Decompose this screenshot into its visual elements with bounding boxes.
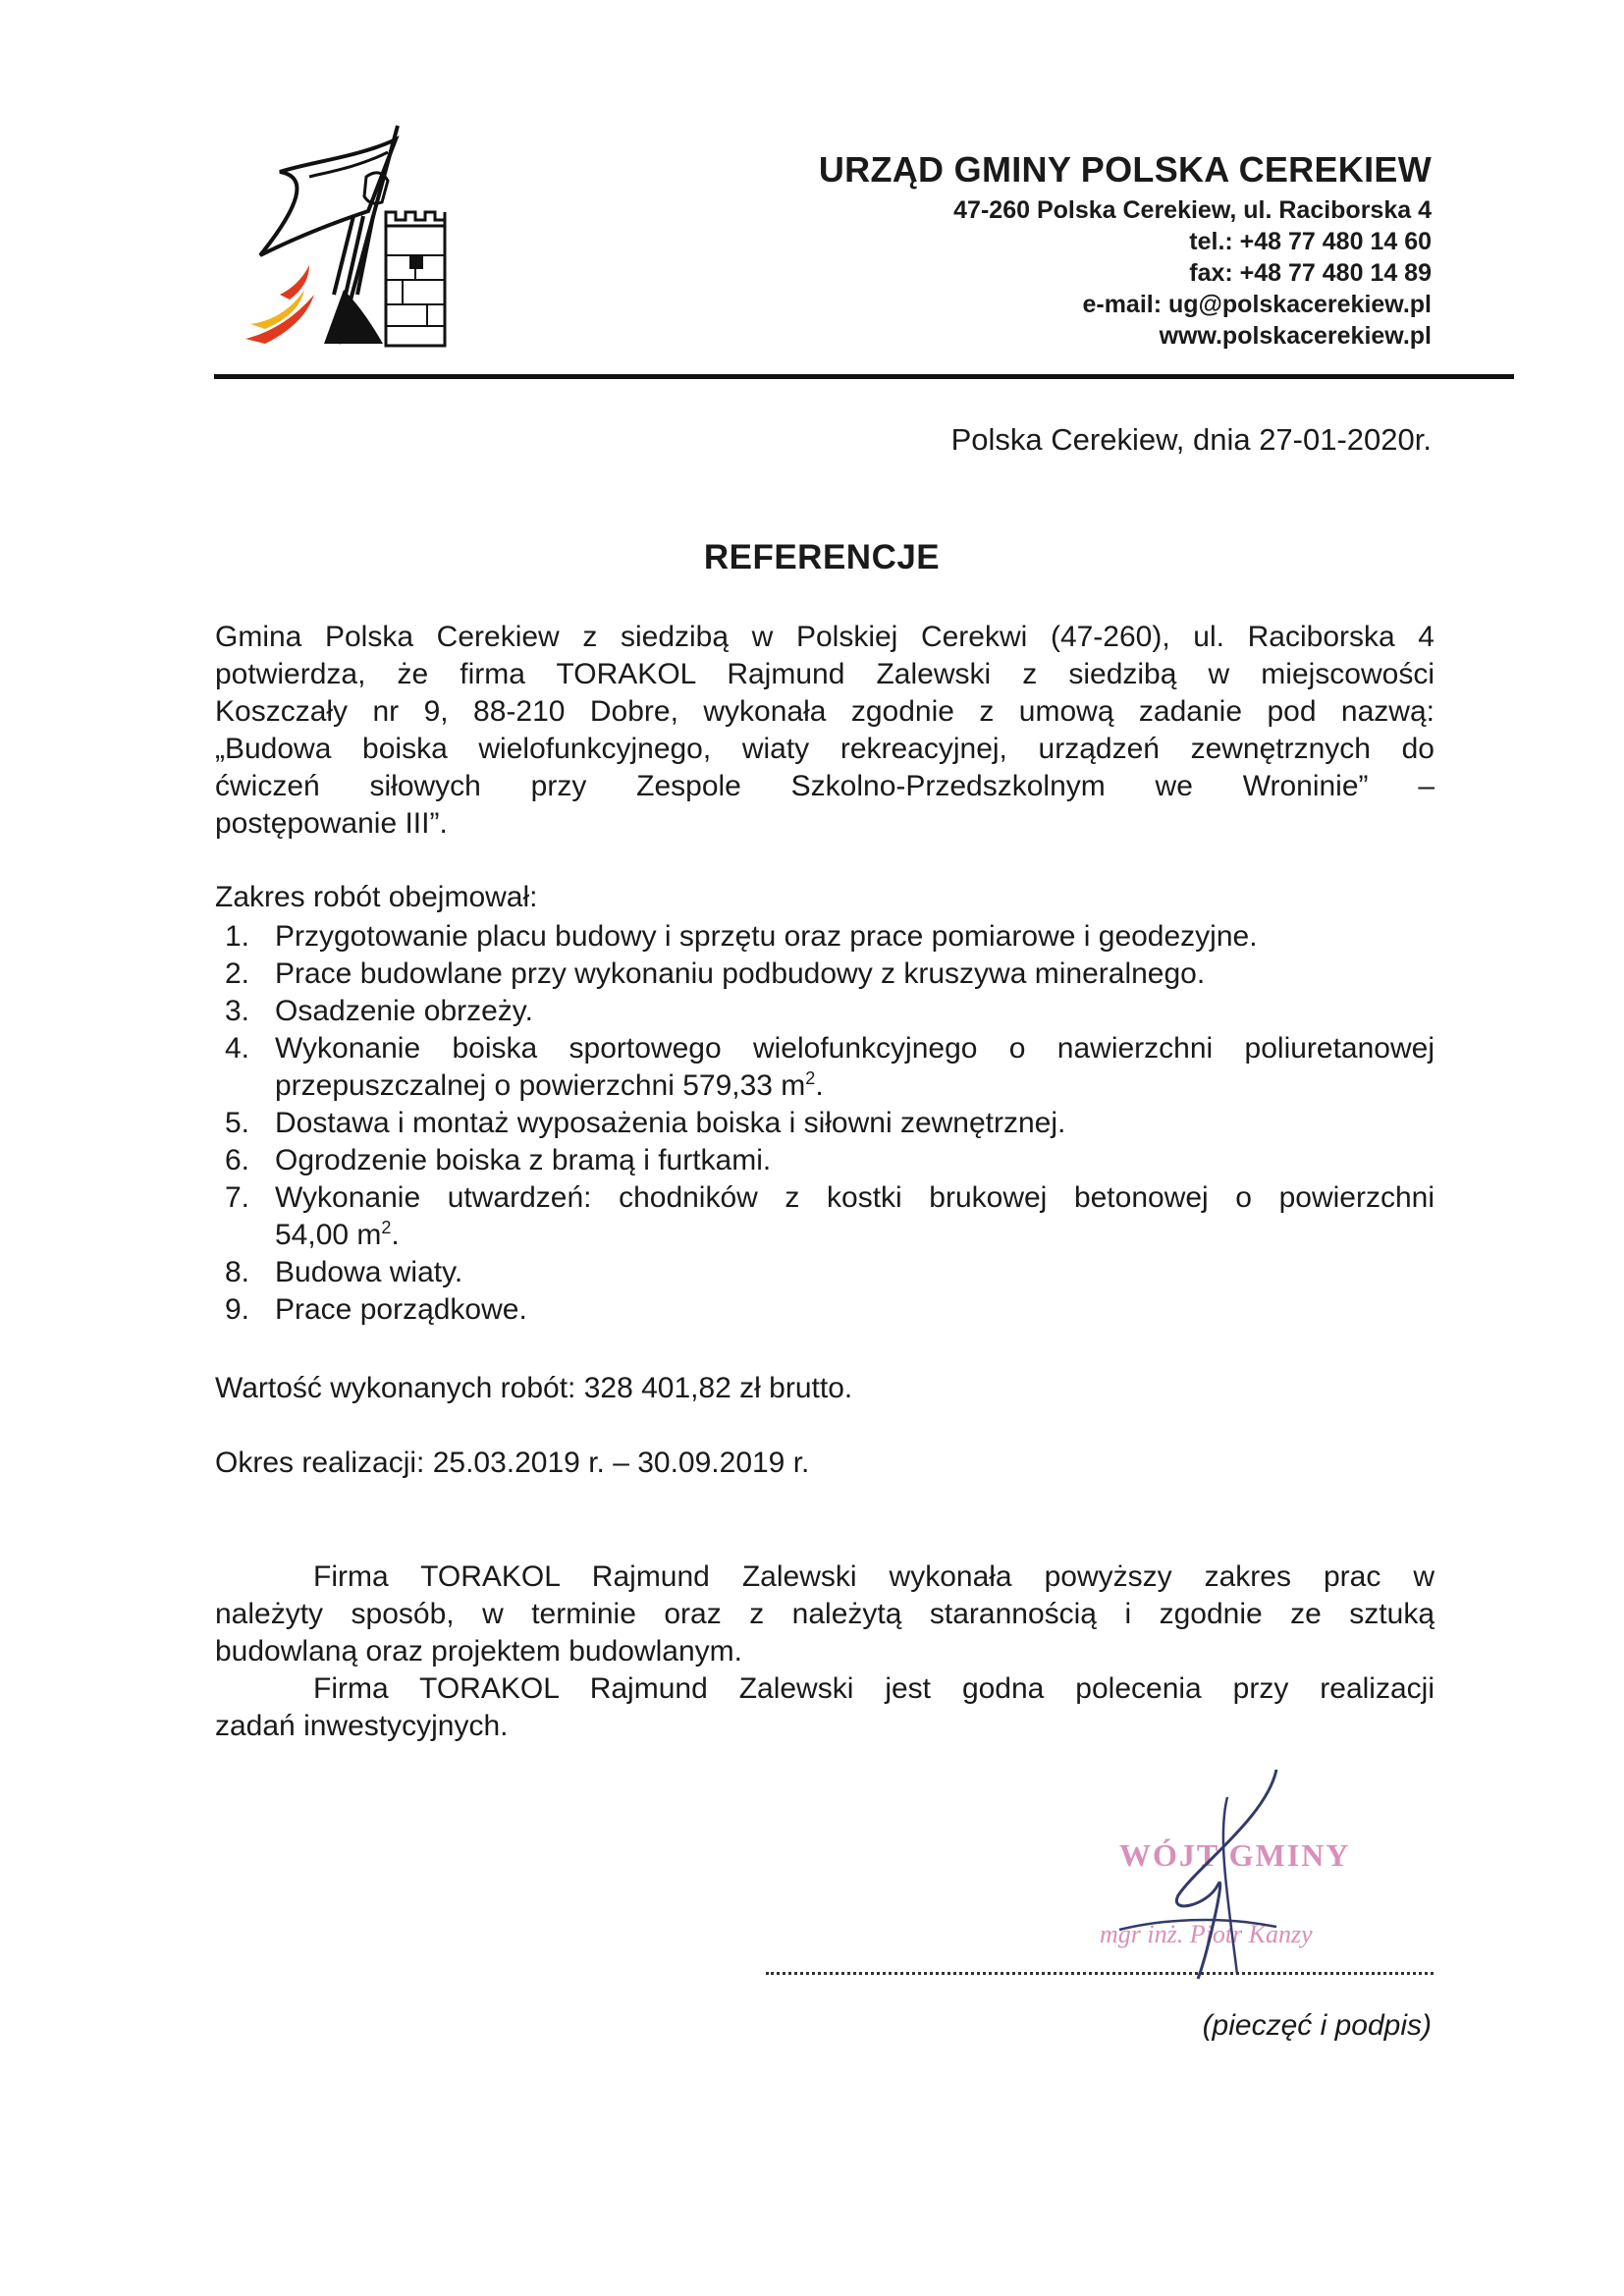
- organization-email: e-mail: ug@polskacerekiew.pl: [1082, 291, 1432, 318]
- stamp-name: mgr inż. Piotr Kanzy: [1100, 1920, 1313, 1948]
- official-stamp: [1080, 1758, 1394, 1984]
- item-text-cont: przepuszczalnej o powierzchni 579,33 m: [275, 1069, 806, 1102]
- signature-caption: (pieczęć i podpis): [1202, 2009, 1432, 2042]
- organization-address: 47-260 Polska Cerekiew, ul. Raciborska 4: [953, 196, 1432, 224]
- item-text: Przygotowanie placu budowy i sprzętu oraz prace pomiarowe i geodezyjne.: [275, 920, 1258, 953]
- item-text: Osadzenie obrzeży.: [275, 995, 533, 1027]
- organization-name: URZĄD GMINY POLSKA CEREKIEW: [818, 149, 1432, 190]
- paragraph-line: Gmina Polska Cerekiew z siedzibą w Polskiej Cerekwi (47-260), ul. Raciborska 4: [215, 621, 1435, 653]
- item-number: 1.: [225, 920, 250, 953]
- item-number: 4.: [225, 1032, 250, 1065]
- realization-period: Okres realizacji: 25.03.2019 r. – 30.09.2019 r.: [215, 1447, 810, 1479]
- signature-line: [766, 1972, 1434, 1975]
- item-text: Dostawa i montaż wyposażenia boiska i siłowni zewnętrznej.: [275, 1107, 1066, 1139]
- item-number: 3.: [225, 995, 250, 1027]
- list-item: [215, 1105, 1435, 1142]
- item-text: Prace budowlane przy wykonaniu podbudowy z kruszywa mineralnego.: [275, 957, 1206, 990]
- item-text: Ogrodzenie boiska z bramą i furtkami.: [275, 1144, 772, 1176]
- item-text-end: .: [391, 1219, 400, 1251]
- item-text: Wykonanie utwardzeń: chodników z kostki brukowej betonowej o powierzchni: [275, 1181, 1435, 1214]
- scope-label: Zakres robót obejmował:: [215, 881, 538, 913]
- stamp-title: WÓJT GMINY: [1119, 1837, 1351, 1873]
- municipality-logo: [241, 118, 452, 354]
- item-number: 8.: [225, 1256, 250, 1288]
- superscript: 2: [805, 1068, 816, 1088]
- list-item: [215, 956, 1435, 993]
- closing-line: zadań inwestycyjnych.: [215, 1710, 509, 1742]
- item-number: 2.: [225, 957, 250, 990]
- item-text-end: .: [815, 1069, 824, 1102]
- date-line: Polska Cerekiew, dnia 27-01-2020r.: [950, 422, 1432, 457]
- main-paragraph: [215, 619, 1435, 843]
- works-value: Wartość wykonanych robót: 328 401,82 zł brutto.: [215, 1372, 853, 1404]
- closing-line: Firma TORAKOL Rajmund Zalewski wykonała powyższy zakres prac w: [313, 1560, 1435, 1593]
- closing-paragraphs: [215, 1558, 1435, 1745]
- item-number: 5.: [225, 1107, 250, 1139]
- list-item: [215, 993, 1435, 1030]
- header-divider: [214, 374, 1514, 379]
- scope-list: [215, 918, 1435, 1329]
- item-text-cont: 54,00 m: [275, 1219, 382, 1251]
- superscript: 2: [381, 1218, 392, 1237]
- organization-website: www.polskacerekiew.pl: [1159, 322, 1432, 350]
- organization-fax: fax: +48 77 480 14 89: [1189, 259, 1432, 287]
- list-item: [215, 1291, 1435, 1329]
- item-text: Budowa wiaty.: [275, 1256, 463, 1288]
- list-item: [215, 1030, 1435, 1105]
- paragraph-line: „Budowa boiska wielofunkcyjnego, wiaty rekreacyjnej, urządzeń zewnętrznych do: [215, 733, 1435, 765]
- item-number: 9.: [225, 1293, 250, 1326]
- closing-line: budowlaną oraz projektem budowlanym.: [215, 1635, 742, 1667]
- document-title: REFERENCJE: [703, 538, 941, 576]
- paragraph-line: Koszczały nr 9, 88-210 Dobre, wykonała zgodnie z umową zadanie pod nazwą:: [215, 695, 1435, 728]
- closing-line: należyty sposób, w terminie oraz z należytą starannością i zgodnie ze sztuką: [215, 1598, 1435, 1630]
- item-text: Prace porządkowe.: [275, 1293, 527, 1326]
- list-item: [215, 1142, 1435, 1179]
- paragraph-line: postępowanie III”.: [215, 807, 448, 840]
- organization-phone: tel.: +48 77 480 14 60: [1189, 228, 1432, 255]
- item-text: Wykonanie boiska sportowego wielofunkcyjnego o nawierzchni poliuretanowej: [275, 1032, 1435, 1065]
- list-item: [215, 1254, 1435, 1291]
- item-number: 6.: [225, 1144, 250, 1176]
- closing-line: Firma TORAKOL Rajmund Zalewski jest godna polecenia przy realizacji: [313, 1672, 1435, 1705]
- paragraph-line: potwierdza, że firma TORAKOL Rajmund Zalewski z siedzibą w miejscowości: [215, 658, 1435, 690]
- paragraph-line: ćwiczeń siłowych przy Zespole Szkolno-Przedszkolnym we Wroninie” –: [215, 770, 1435, 802]
- list-item: [215, 918, 1435, 956]
- list-item: [215, 1179, 1435, 1254]
- item-number: 7.: [225, 1181, 250, 1214]
